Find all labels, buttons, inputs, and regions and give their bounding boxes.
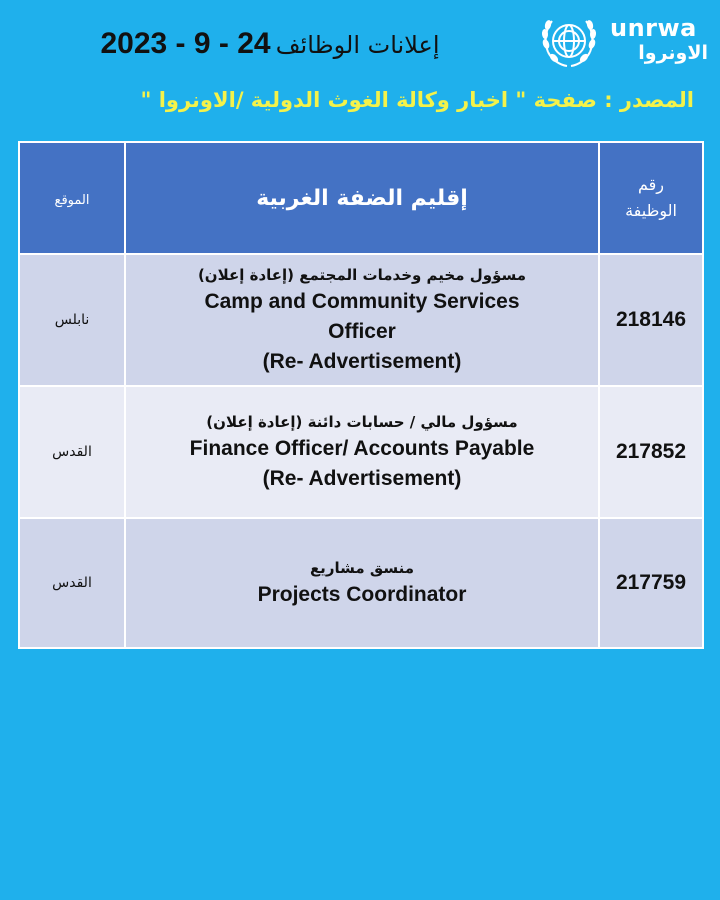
table-row [19,386,703,518]
job-title [125,518,599,648]
table-row [19,518,703,648]
job-number: 217852 [599,386,703,518]
job-title-english: Finance Officer/ Accounts Payable [189,437,535,460]
jobs-table [18,141,704,649]
page-title [20,24,520,64]
job-number: 218146 [599,254,703,386]
job-title-english: Camp and Community Services [204,290,520,313]
title-date: 24 - 9 - 2023 [100,27,271,60]
job-title-english: Officer [328,320,396,343]
unrwa-logo [534,8,710,74]
job-title [125,386,599,518]
job-number-column-header: رقم الوظيفة [599,142,703,254]
job-title-arabic: مسؤول مالي / حسابات دائنة (إعادة إعلان) [206,413,518,431]
job-title-english: Projects Coordinator [257,583,467,606]
job-location: القدس [19,386,125,518]
job-location: نابلس [19,254,125,386]
logo-arabic-text: الاونروا [638,42,708,64]
table-header-row [19,142,703,254]
table-row [19,254,703,386]
region-column-header: إقليم الضفة الغربية [125,142,599,254]
job-location: القدس [19,518,125,648]
source-line: المصدر : صفحة " اخبار وكالة الغوث الدولية /الاونروا " [140,88,694,112]
job-number: 217759 [599,518,703,648]
job-title-arabic: مسؤول مخيم وخدمات المجتمع (إعادة إعلان) [197,266,527,284]
un-emblem-icon [534,8,604,74]
title-text: إعلانات الوظائف [275,31,440,59]
location-column-header: الموقع [19,142,125,254]
job-title [125,254,599,386]
job-title-arabic: منسق مشاريع [309,559,415,577]
logo-latin-text: unrwa [610,14,697,42]
job-title-english: (Re- Advertisement) [262,467,462,490]
job-title-english: (Re- Advertisement) [262,350,462,373]
